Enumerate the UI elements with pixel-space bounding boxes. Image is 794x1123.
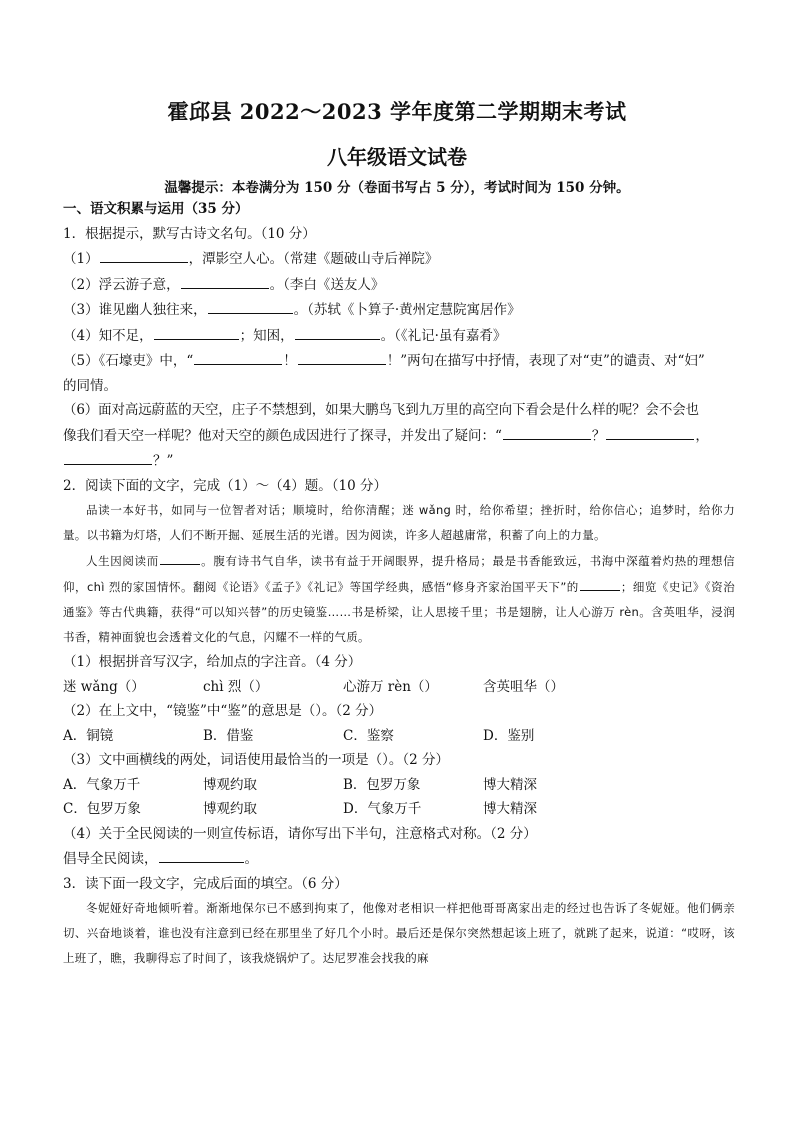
exam-subtitle: 八年级语文试卷 <box>327 145 467 169</box>
reading-passage-1: 品读一本好书，如同与一位智者对话；顺境时，给你清醒；迷 wǎng 时，给你希望；挫折时，给你信心；追梦时，给你力量。以书籍为灯塔，人们不断开掘、延展生活的光谱。因为阅读，许多人超越庸常，积蓄了向上的力量。 <box>63 503 735 542</box>
q1-4-mid: ；知困， <box>239 327 294 344</box>
q1-5-text: （5）《石壕吏》中，“ <box>63 353 194 369</box>
option-d[interactable]: D．鉴别 <box>483 727 535 744</box>
q2-sub-3-row1 <box>63 773 735 798</box>
q1-part-4 <box>63 323 735 349</box>
q1-6-end: ？” <box>153 453 174 469</box>
exam-title: 霍邱县 2022～2023 学年度第二学期期末考试 <box>167 99 627 124</box>
q1-6-text: 像我们看天空一样呢？他对天空的颜色成因进行了探寻，并发出了疑问：“ <box>63 427 502 444</box>
answer-blank[interactable] <box>295 323 380 340</box>
q2-sub-1: （1）根据拼音写汉字，给加点的字注音。（4 分） <box>63 654 362 670</box>
q1-part-5 <box>63 348 735 374</box>
q1-part-3 <box>63 297 735 323</box>
option-b[interactable]: B．借鉴 <box>203 727 254 744</box>
underline-blank[interactable] <box>580 574 620 591</box>
answer-blank[interactable] <box>208 297 293 314</box>
passage-text: 。腹有诗书气自华，读书有益于开阔眼界，提升格局；最是书香能致远，书海中深蕴着灼热的理想信仰，chì 烈的家国情怀。翻阅《论语》《孟子》《礼记》等国学经典，感悟“修身齐家治国平天下”的 <box>63 554 735 594</box>
answer-blank[interactable] <box>64 448 152 465</box>
q1-part-5-cont: 的同情。 <box>63 377 117 394</box>
option-b[interactable]: B．包罗万象 <box>343 776 421 793</box>
q2-sub-3-row2 <box>63 797 735 822</box>
option-c[interactable]: C．鉴察 <box>343 727 394 744</box>
q1-4-text: （4）知不足， <box>63 327 153 344</box>
q1-3-text: （3）谁见幽人独往来， <box>63 302 207 318</box>
q1-part-2 <box>63 272 735 298</box>
pinyin-item[interactable]: 含英咀华（） <box>483 678 564 695</box>
q2-sub-3: （3）文中画横线的两处，词语使用最恰当的一项是（）。（2 分） <box>63 752 449 768</box>
q1-1-prefix: （1） <box>63 251 99 267</box>
option-a-word2: 博观约取 <box>203 776 257 793</box>
q1-part-6: （6）面对高远蔚蓝的天空，庄子不禁想到，如果大鹏鸟飞到九万里的高空向下看会是什么样的呢？会不会也 <box>63 402 699 418</box>
q2-sub-1-items <box>63 675 735 700</box>
q1-part-1 <box>63 246 735 272</box>
slogan-end: 。 <box>244 851 258 867</box>
q1-2-source: 。（李白《送友人》 <box>269 276 385 293</box>
answer-blank[interactable] <box>298 348 386 365</box>
reading-passage-3: 冬妮娅好奇地倾听着。渐渐地保尔已不感到拘束了，他像对老相识一样把他哥哥离家出走的经过也告诉了冬妮娅。他们俩亲切、兴奋地谈着，谁也没有注意到已经在那里坐了好几个小时。最后还是保尔突然想起该上班了，就跳了起来，说道：“哎呀，该上班了，瞧，我聊得忘了时间了，该我烧锅炉了。达尼罗准会找我的麻 <box>63 901 735 965</box>
option-c-word2: 博观约取 <box>203 801 257 817</box>
q1-4-source: 。（《礼记·虽有嘉肴》 <box>380 327 507 344</box>
q1-3-source: 。（苏轼《卜算子·黄州定慧院寓居作》 <box>293 302 521 318</box>
section-heading: 一、语文积累与运用（35 分） <box>63 201 249 217</box>
q1-5-post: ！”两句在描写中抒情，表现了对“吏”的谴责、对“妇” <box>386 353 705 369</box>
exam-tip: 温馨提示：本卷满分为 150 分（卷面书写占 5 分），考试时间为 150 分钟。 <box>164 180 630 196</box>
answer-blank[interactable] <box>100 246 188 263</box>
exam-content <box>63 197 735 971</box>
slogan-first-half: 倡导全民阅读， <box>63 851 158 867</box>
option-a[interactable]: A．气象万千 <box>63 776 141 793</box>
answer-blank[interactable] <box>606 423 694 440</box>
question-2-stem: 2．阅读下面的文字，完成（1）～（4）题。（10 分） <box>63 477 387 494</box>
option-d[interactable]: D．气象万千 <box>343 801 422 817</box>
q2-sub-4: （4）关于全民阅读的一则宣传标语，请你写出下半句，注意格式对称。（2 分） <box>63 825 537 842</box>
q1-part-6-line2 <box>63 423 735 449</box>
q2-sub-4-answer <box>63 846 735 872</box>
option-a[interactable]: A．铜镜 <box>63 727 114 744</box>
answer-blank[interactable] <box>159 846 244 863</box>
q1-part-6-line3 <box>63 448 735 474</box>
q2-sub-2-options <box>63 724 735 749</box>
passage-text: 人生因阅读而 <box>86 554 159 568</box>
question-3-stem: 3．读下面一段文字，完成后面的填空。（6 分） <box>63 875 348 892</box>
q1-2-text: （2）浮云游子意， <box>63 276 180 293</box>
pinyin-item[interactable]: chì 烈（） <box>203 678 269 695</box>
option-c[interactable]: C．包罗万象 <box>63 801 141 817</box>
q1-6-mid: ？ <box>591 427 606 444</box>
reading-passage-2 <box>63 548 735 650</box>
answer-blank[interactable] <box>194 348 282 365</box>
pinyin-item[interactable]: 心游万 rèn（） <box>343 678 438 695</box>
option-b-word2: 博大精深 <box>483 776 537 793</box>
passage-text: ；细览《史记》《资治通鉴》等古代典籍，获得“可以知兴替”的历史镜鉴……书是桥梁，让人思接千里；书是翅膀，让人心游万 rèn。含英咀华，浸润书香，精神面貌也会透着文化的气息，闪耀不一样的气质。 <box>63 580 735 644</box>
answer-blank[interactable] <box>154 323 239 340</box>
q1-6-post: ， <box>695 427 709 444</box>
question-1-stem: 1．根据提示，默写古诗文名句。（10 分） <box>63 225 316 242</box>
q1-1-text: ，潭影空人心。（常建《题破山寺后禅院》 <box>188 251 439 267</box>
answer-blank[interactable] <box>181 272 269 289</box>
option-d-word2: 博大精深 <box>483 801 537 817</box>
q1-5-mid: ！ <box>283 353 297 369</box>
q2-sub-2: （2）在上文中，“镜鉴”中“鉴”的意思是（）。（2 分） <box>63 703 383 719</box>
pinyin-item[interactable]: 迷 wǎng（） <box>63 678 145 695</box>
underline-blank[interactable] <box>160 548 200 565</box>
answer-blank[interactable] <box>503 423 591 440</box>
